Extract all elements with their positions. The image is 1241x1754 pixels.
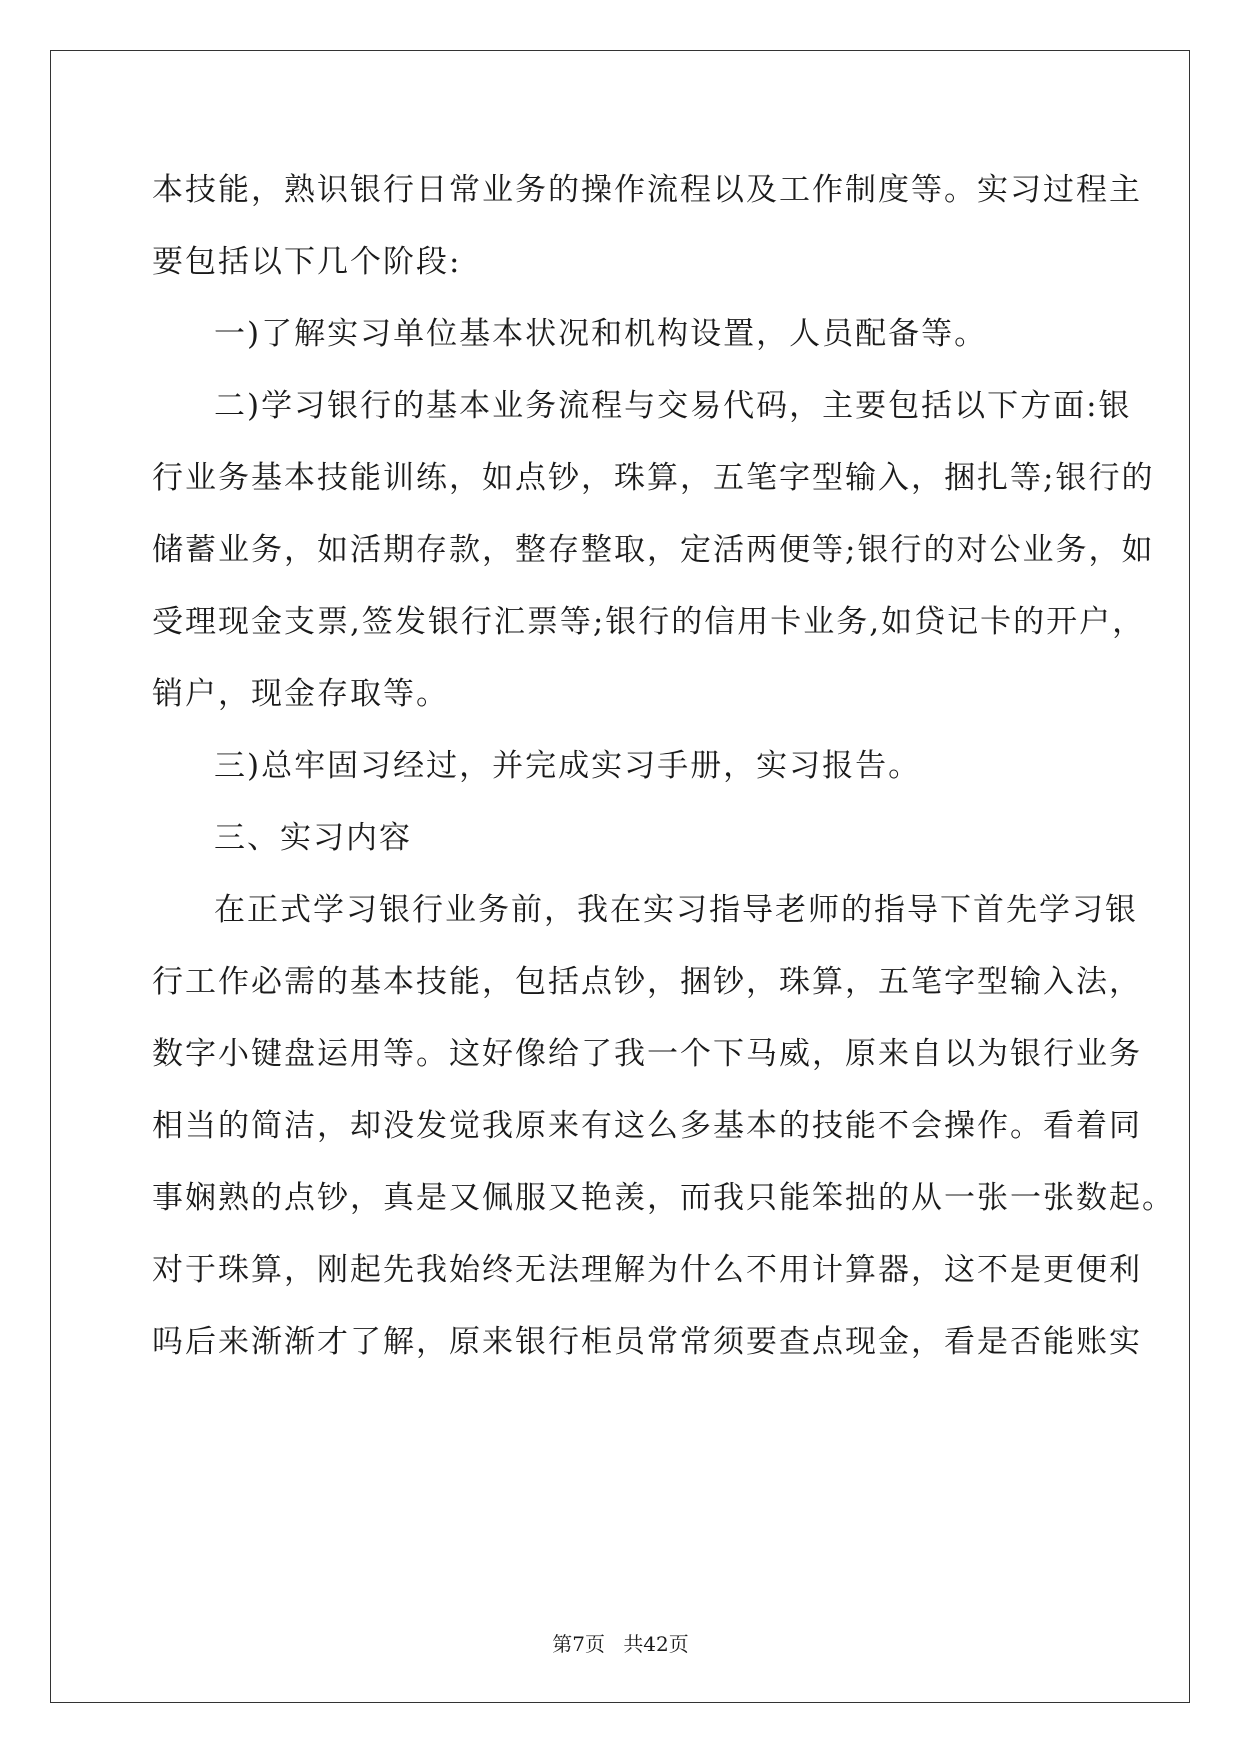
text-line: 销户，现金存取等。 <box>152 676 449 712</box>
text-line: 在正式学习银行业务前，我在实习指导老师的指导下首先学习银 <box>214 892 1138 928</box>
text-line: 相当的简洁，却没发觉我原来有这么多基本的技能不会操作。看着同 <box>152 1108 1142 1144</box>
text-line: 吗后来渐渐才了解，原来银行柜员常常须要查点现金，看是否能账实 <box>152 1324 1142 1360</box>
text-line: 二)学习银行的基本业务流程与交易代码，主要包括以下方面:银 <box>214 388 1132 424</box>
text-line: 行工作必需的基本技能，包括点钞，捆钞，珠算，五笔字型输入法， <box>152 964 1142 1000</box>
section-heading: 三、实习内容 <box>214 820 412 856</box>
page-footer <box>0 1631 1241 1657</box>
page-number: 第7页 <box>552 1632 605 1656</box>
page-total: 共42页 <box>623 1632 689 1656</box>
text-line: 一)了解实习单位基本状况和机构设置，人员配备等。 <box>214 316 988 352</box>
page-border <box>50 50 1190 1703</box>
text-line: 对于珠算，刚起先我始终无法理解为什么不用计算器，这不是更便利 <box>152 1252 1142 1288</box>
text-line: 要包括以下几个阶段: <box>152 244 462 280</box>
text-line: 数字小键盘运用等。这好像给了我一个下马威，原来自以为银行业务 <box>152 1036 1142 1072</box>
text-line: 事娴熟的点钞，真是又佩服又艳羡，而我只能笨拙的从一张一张数起。 <box>152 1180 1175 1216</box>
text-line: 受理现金支票,签发银行汇票等;银行的信用卡业务,如贷记卡的开户， <box>152 604 1146 640</box>
text-line: 三)总牢固习经过，并完成实习手册，实习报告。 <box>214 748 922 784</box>
text-line: 本技能，熟识银行日常业务的操作流程以及工作制度等。实习过程主 <box>152 172 1142 208</box>
text-line: 储蓄业务，如活期存款，整存整取，定活两便等;银行的对公业务，如 <box>152 532 1155 568</box>
text-line: 行业务基本技能训练，如点钞，珠算，五笔字型输入，捆扎等;银行的 <box>152 460 1155 496</box>
